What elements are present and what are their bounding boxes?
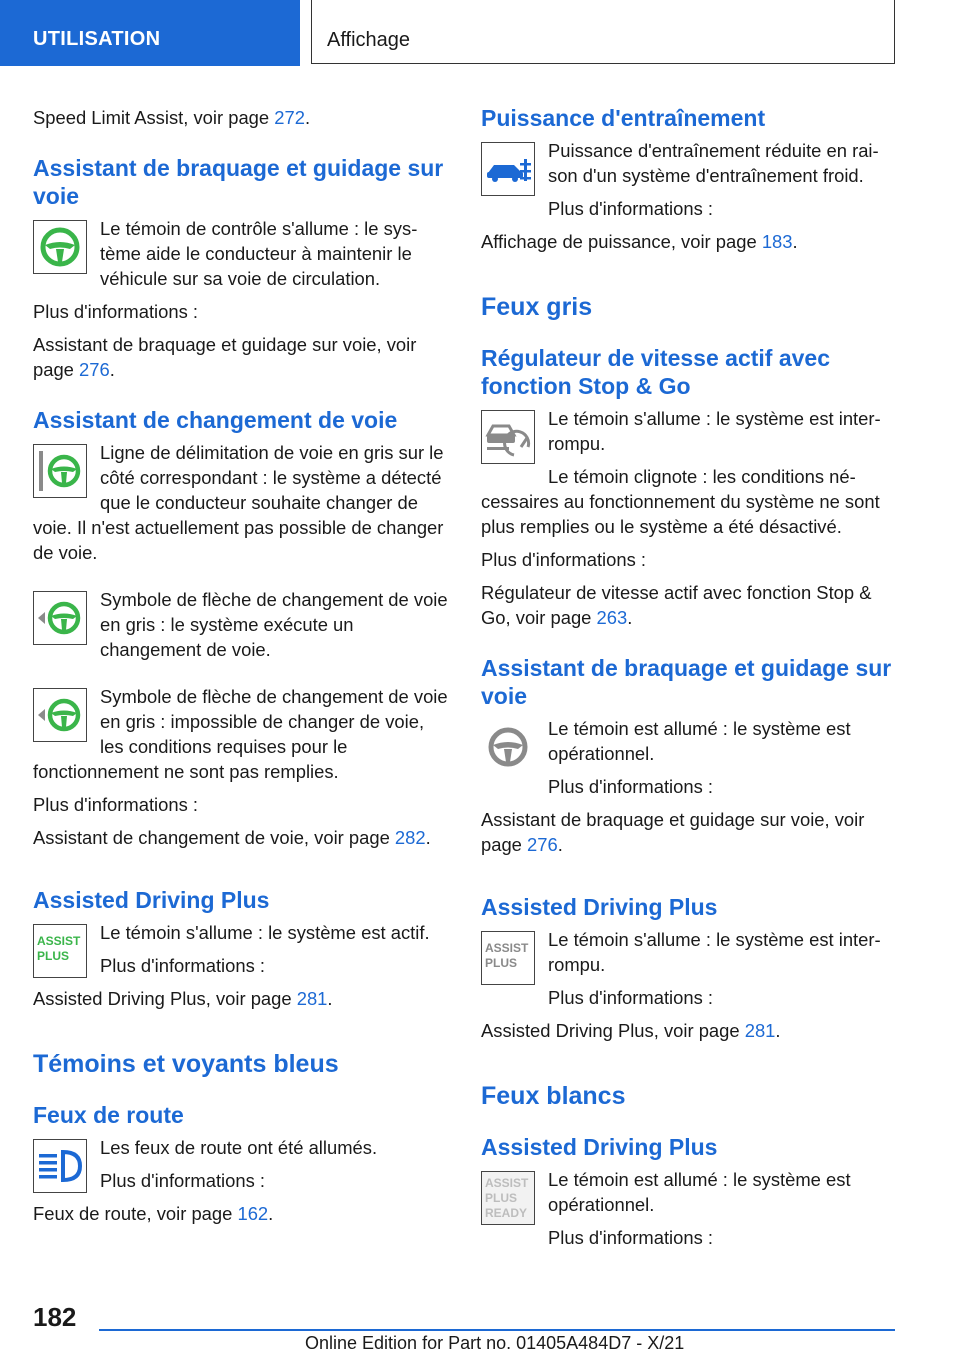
assist-plus-ready-white-icon: ASSIST PLUS READY: [481, 1171, 535, 1225]
more-info-label: Plus d'informations :: [33, 301, 199, 322]
indicator-entry: [481, 927, 897, 1010]
indicator-entry: [33, 684, 449, 784]
indicator-description: Le témoin s'allume : le système est interrompu.: [548, 408, 881, 454]
header-section-tab[interactable]: [0, 0, 300, 66]
page-link[interactable]: 183: [761, 231, 793, 252]
lane-change-arrow-icon: [33, 591, 87, 645]
page-link[interactable]: 282: [394, 827, 426, 848]
page-number: 182: [33, 1302, 77, 1332]
section-title: Assisted Driving Plus: [33, 887, 270, 913]
page-link[interactable]: 276: [527, 834, 558, 855]
indicator-description: Symbole de flèche de changement de voie en gris : le système exécute un changement de voie.: [100, 589, 448, 660]
page-link[interactable]: 272: [274, 107, 305, 128]
indicator-description: Le témoin s'allume : le système est actif.: [100, 922, 430, 943]
right-column: [481, 98, 897, 1250]
header-chapter-tab[interactable]: [311, 0, 895, 64]
header-chapter-label: Affichage: [327, 29, 411, 51]
steering-wheel-green-icon: [33, 220, 87, 274]
header-section-label: UTILISATION: [33, 28, 161, 50]
reference-text: Régulateur de vitesse actif avec fonction Stop & Go, voir page 263.: [481, 582, 872, 628]
reference-text: Assistant de braquage et guidage sur voie, voir page 276.: [33, 334, 417, 380]
cruise-control-gray-icon: [481, 410, 535, 464]
indicator-entry: [33, 216, 449, 291]
reference-text: Assisted Driving Plus, voir page 281.: [33, 988, 333, 1009]
intro-text: Speed Limit Assist, voir page 272.: [33, 107, 311, 128]
page-link[interactable]: 276: [79, 359, 110, 380]
section-title: Assistant de braquage et guidage sur voie: [33, 155, 444, 209]
indicator-description: Les feux de route ont été allumés.: [100, 1137, 378, 1158]
reference-text: Assistant de braquage et guidage sur voie, voir page 276.: [481, 809, 865, 855]
subsection-title: Feux de route: [33, 1102, 184, 1128]
more-info-label: Plus d'informations :: [548, 987, 714, 1008]
indicator-entry: [33, 920, 449, 1011]
indicator-entry: [33, 587, 449, 662]
subsection-title: Assisted Driving Plus: [481, 1134, 718, 1160]
page-link[interactable]: 162: [237, 1203, 269, 1224]
page-link[interactable]: 281: [296, 988, 328, 1009]
high-beam-icon: [33, 1139, 87, 1193]
more-info-label: Plus d'informations :: [100, 1170, 266, 1191]
more-info-label: Plus d'informations :: [33, 794, 199, 815]
indicator-entry: [33, 1135, 449, 1226]
indicator-entry: [481, 138, 897, 221]
footer-edition: Online Edition for Part no. 01405A484D7 - X/21: [305, 1333, 685, 1353]
left-column: [33, 98, 449, 1226]
more-info-label: Plus d'informations :: [548, 776, 714, 797]
drive-power-car-icon: [481, 142, 535, 196]
reference-text: Affichage de puissance, voir page 183.: [481, 231, 798, 252]
page-link[interactable]: 263: [596, 607, 628, 628]
section-title: Assistant de braquage et guidage sur voie: [481, 655, 892, 709]
assist-plus-gray-icon: ASSIST PLUS: [481, 931, 535, 985]
indicator-description: Le témoin s'allume : le système est interrompu.: [548, 929, 881, 975]
more-info-label: Plus d'informations :: [481, 549, 647, 570]
footer-divider: [99, 1329, 895, 1331]
page-link[interactable]: 281: [744, 1020, 776, 1041]
indicator-description: Le témoin de contrôle s'allume : le système aide le conducteur à maintenir le véhicule sur sa voie de circulation.: [100, 218, 418, 289]
indicator-entry: [33, 440, 449, 565]
section-title: Feux blancs: [481, 1082, 626, 1110]
more-info-label: Plus d'informations :: [100, 955, 266, 976]
section-title: Puissance d'entraînement: [481, 105, 766, 131]
indicator-entry: [481, 1167, 897, 1250]
subsection-title: Régulateur de vitesse actif avec fonction Stop & Go: [481, 345, 830, 399]
section-title: Feux gris: [481, 293, 593, 321]
lane-change-arrow-icon: [33, 688, 87, 742]
lane-line-steering-icon: [33, 444, 87, 498]
indicator-description: Ligne de délimitation de voie en gris sur le côté correspondant : le système a détecté que le conducteur souhaite changer de voie. Il n'est actuellement pas possible de changer de voie.: [33, 442, 444, 563]
indicator-description: Symbole de flèche de changement de voie en gris : impossible de changer de voie, les conditions requises pour le fonctionnement ne sont pas remplies.: [33, 686, 448, 782]
section-title: Assisted Driving Plus: [481, 894, 718, 920]
section-title: Assistant de changement de voie: [33, 407, 398, 433]
reference-text: Feux de route, voir page 162.: [33, 1203, 274, 1224]
section-title: Témoins et voyants bleus: [33, 1050, 339, 1078]
steering-wheel-gray-icon: [481, 720, 535, 774]
indicator-entry: [481, 716, 897, 799]
more-info-label: Plus d'informations :: [548, 198, 714, 219]
indicator-description: Le témoin clignote : les conditions nécessaires au fonctionnement du système ne sont plus remplies ou le système a été désactivé.: [481, 466, 880, 537]
reference-text: Assistant de changement de voie, voir page 282.: [33, 827, 431, 848]
indicator-entry: [481, 406, 897, 539]
indicator-description: Le témoin est allumé : le système est opérationnel.: [548, 1169, 851, 1215]
reference-text: Assisted Driving Plus, voir page 281.: [481, 1020, 781, 1041]
more-info-label: Plus d'informations :: [548, 1227, 714, 1248]
assist-plus-green-icon: ASSIST PLUS: [33, 924, 87, 978]
indicator-description: Puissance d'entraînement réduite en raison d'un système d'entraînement froid.: [548, 140, 879, 186]
indicator-description: Le témoin est allumé : le système est opérationnel.: [548, 718, 851, 764]
